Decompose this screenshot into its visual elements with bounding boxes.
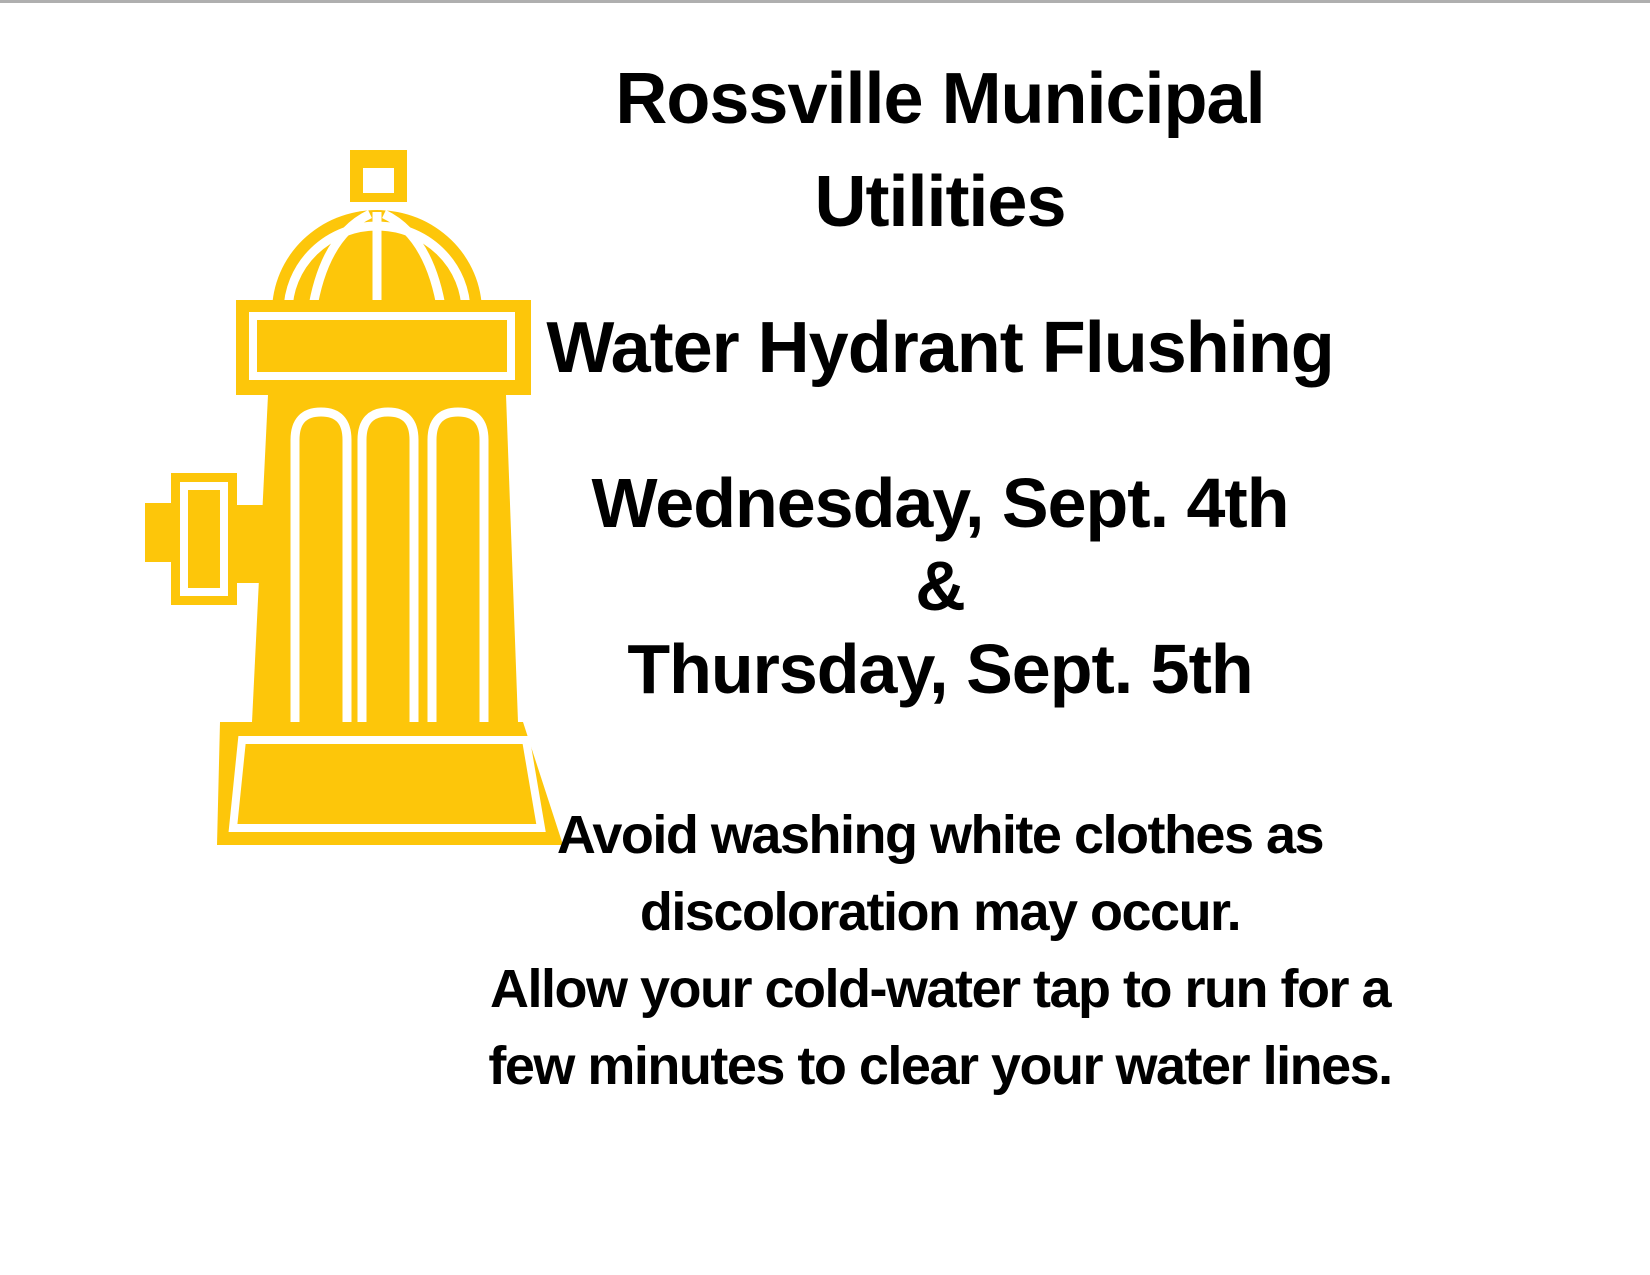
headline: Water Hydrant Flushing [546, 308, 1334, 388]
flyer-content [415, 0, 1465, 1275]
notice-line-3: Allow your cold-water tap to run for a [489, 959, 1391, 1019]
notice [415, 797, 1465, 1105]
schedule-date-2: Thursday, Sept. 5th [627, 630, 1253, 708]
notice-line-2: discoloration may occur. [639, 882, 1241, 942]
schedule [415, 462, 1465, 711]
org-title-line-1: Rossville Municipal [615, 59, 1265, 139]
org-title-line-2: Utilities [814, 162, 1066, 242]
org-title [415, 48, 1465, 254]
schedule-date-1: Wednesday, Sept. 4th [591, 464, 1289, 542]
schedule-separator: & [915, 547, 965, 625]
notice-line-4: few minutes to clear your water lines. [488, 1036, 1392, 1096]
notice-line-1: Avoid washing white clothes as [556, 805, 1324, 865]
